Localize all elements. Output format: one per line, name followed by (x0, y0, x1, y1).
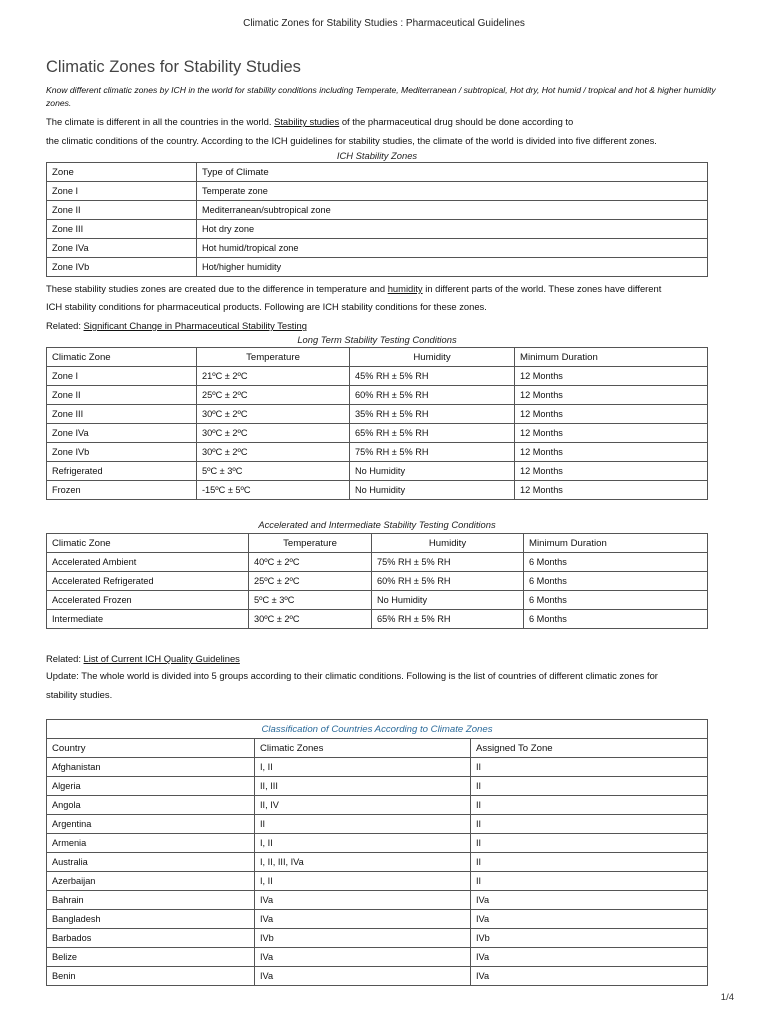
related-label: Related: (46, 653, 81, 664)
table-row (47, 834, 708, 853)
table-cell: 12 Months (515, 443, 708, 462)
table-cell: IVb (471, 929, 708, 948)
stability-studies-link[interactable]: Stability studies (274, 116, 340, 127)
table-cell: IVa (471, 910, 708, 929)
table-row (47, 891, 708, 910)
table-row (47, 610, 708, 629)
longterm-table (46, 347, 708, 500)
table-row (47, 258, 708, 277)
paragraph-2-after: in different parts of the world. These zones have different (425, 283, 662, 294)
table-cell: 40ºC ± 2ºC (249, 553, 372, 572)
table-cell: 60% RH ± 5% RH (350, 386, 515, 405)
page-number: 1/4 (720, 992, 734, 1003)
table-cell: 75% RH ± 5% RH (372, 553, 524, 572)
table-cell: No Humidity (350, 462, 515, 481)
related-1 (46, 319, 722, 332)
page-header: Climatic Zones for Stability Studies : Pharmaceutical Guidelines (243, 18, 525, 29)
intro-text: Know different climatic zones by ICH in the world for stability conditions including Temperate, Mediterranean / subtropical, Hot dry, Hot humid / tropical and hot & higher humidity zones. (46, 85, 716, 108)
table-header-row (47, 163, 708, 182)
table-cell: Zone IVa (47, 424, 197, 443)
table-cell: I, II (255, 758, 471, 777)
table-cell: 25ºC ± 2ºC (197, 386, 350, 405)
table-row (47, 777, 708, 796)
table-row (47, 201, 708, 220)
table-header-cell: Temperature (197, 348, 350, 367)
paragraph-2-line2: ICH stability conditions for pharmaceutical products. Following are ICH stability conditions for these zones. (46, 301, 487, 312)
table-cell: Angola (47, 796, 255, 815)
table-header-cell: Temperature (249, 534, 372, 553)
table-cell: Intermediate (47, 610, 249, 629)
accel-table (46, 533, 708, 629)
table-cell: Zone I (47, 367, 197, 386)
paragraph-2 (46, 282, 722, 295)
paragraph-1-after: of the pharmaceutical drug should be done according to (341, 116, 574, 127)
table-cell: 30ºC ± 2ºC (197, 405, 350, 424)
table-cell: Hot/higher humidity (197, 258, 708, 277)
table-header-cell: Climatic Zone (47, 534, 249, 553)
table-cell: Mediterranean/subtropical zone (197, 201, 708, 220)
table-cell: Afghanistan (47, 758, 255, 777)
table-cell: I, II (255, 872, 471, 891)
table-cell: 75% RH ± 5% RH (350, 443, 515, 462)
paragraph-2-before: These stability studies zones are created due to the difference in temperature and (46, 283, 386, 294)
table-cell: 6 Months (524, 553, 708, 572)
table-cell: Benin (47, 967, 255, 986)
table-header-cell: Assigned To Zone (471, 739, 708, 758)
table-cell: Zone IVa (47, 239, 197, 258)
table-header-cell: Humidity (350, 348, 515, 367)
table-cell: 12 Months (515, 462, 708, 481)
table-cell: Azerbaijan (47, 872, 255, 891)
table-cell: 60% RH ± 5% RH (372, 572, 524, 591)
table-row (47, 462, 708, 481)
table-header-row (47, 348, 708, 367)
table-row (47, 967, 708, 986)
table-cell: Hot dry zone (197, 220, 708, 239)
related-2 (46, 652, 722, 665)
table-cell: 65% RH ± 5% RH (372, 610, 524, 629)
table-row (47, 572, 708, 591)
table-cell: Accelerated Refrigerated (47, 572, 249, 591)
table-cell: Zone II (47, 386, 197, 405)
table-cell: Armenia (47, 834, 255, 853)
table-cell: Argentina (47, 815, 255, 834)
table-cell: Algeria (47, 777, 255, 796)
table-cell: IVa (471, 891, 708, 910)
zones-table (46, 162, 708, 277)
table-cell: 12 Months (515, 405, 708, 424)
table-cell: 30ºC ± 2ºC (249, 610, 372, 629)
table-cell: II (471, 853, 708, 872)
table-cell: Temperate zone (197, 182, 708, 201)
countries-table-caption: Classification of Countries According to Climate Zones (47, 720, 708, 739)
table-cell: Bangladesh (47, 910, 255, 929)
table-cell: Zone II (47, 201, 197, 220)
table-cell: IVa (471, 967, 708, 986)
table-cell: II (255, 815, 471, 834)
table-row (47, 910, 708, 929)
table-row (47, 591, 708, 610)
accel-table-caption: Accelerated and Intermediate Stability Testing Conditions (258, 519, 496, 530)
table-row (47, 405, 708, 424)
table-header-cell: Minimum Duration (524, 534, 708, 553)
table-cell: Bahrain (47, 891, 255, 910)
table-cell: Australia (47, 853, 255, 872)
table-cell: IVa (471, 948, 708, 967)
table-cell: IVa (255, 948, 471, 967)
table-cell: Zone III (47, 405, 197, 424)
table-row (47, 929, 708, 948)
table-cell: 65% RH ± 5% RH (350, 424, 515, 443)
table-header-cell: Climatic Zone (47, 348, 197, 367)
significant-change-link[interactable]: Significant Change in Pharmaceutical Stability Testing (83, 320, 307, 331)
table-cell: 6 Months (524, 610, 708, 629)
table-header-row (47, 534, 708, 553)
paragraph-1 (46, 115, 722, 128)
countries-table (46, 719, 708, 986)
table-cell: 5ºC ± 3ºC (197, 462, 350, 481)
table-cell: Zone I (47, 182, 197, 201)
table-row (47, 220, 708, 239)
table-cell: I, II, III, IVa (255, 853, 471, 872)
zones-table-caption: ICH Stability Zones (336, 150, 418, 161)
table-cell: II (471, 796, 708, 815)
table-header-row (47, 739, 708, 758)
humidity-link[interactable]: humidity (387, 283, 423, 294)
table-row (47, 872, 708, 891)
page-title: Climatic Zones for Stability Studies (46, 58, 301, 76)
table-cell: 5ºC ± 3ºC (249, 591, 372, 610)
table-cell: 35% RH ± 5% RH (350, 405, 515, 424)
table-cell: II, III (255, 777, 471, 796)
table-cell: 12 Months (515, 481, 708, 500)
table-cell: I, II (255, 834, 471, 853)
table-header-cell: Minimum Duration (515, 348, 708, 367)
longterm-table-caption: Long Term Stability Testing Conditions (297, 334, 457, 345)
table-cell: 30ºC ± 2ºC (197, 424, 350, 443)
table-cell: IVa (255, 891, 471, 910)
table-cell: 21ºC ± 2ºC (197, 367, 350, 386)
table-cell: Refrigerated (47, 462, 197, 481)
table-header-cell: Climatic Zones (255, 739, 471, 758)
table-cell: 12 Months (515, 386, 708, 405)
table-row (47, 815, 708, 834)
table-cell: No Humidity (350, 481, 515, 500)
table-row (47, 948, 708, 967)
table-cell: II (471, 872, 708, 891)
table-cell: II (471, 777, 708, 796)
table-row (47, 367, 708, 386)
table-row (47, 758, 708, 777)
table-header-cell: Humidity (372, 534, 524, 553)
table-cell: Accelerated Ambient (47, 553, 249, 572)
table-cell: II (471, 834, 708, 853)
table-row (47, 853, 708, 872)
ich-guidelines-link[interactable]: List of Current ICH Quality Guidelines (83, 653, 240, 664)
paragraph-1-before: The climate is different in all the countries in the world. (46, 116, 272, 127)
table-cell: IVb (255, 929, 471, 948)
table-caption-row (47, 720, 708, 739)
table-cell: Zone IVb (47, 258, 197, 277)
table-header-cell: Country (47, 739, 255, 758)
table-row (47, 443, 708, 462)
table-cell: Belize (47, 948, 255, 967)
table-cell: 30ºC ± 2ºC (197, 443, 350, 462)
table-cell: Barbados (47, 929, 255, 948)
table-header-cell: Type of Climate (197, 163, 708, 182)
table-row (47, 182, 708, 201)
table-row (47, 424, 708, 443)
table-row (47, 481, 708, 500)
related-label: Related: (46, 320, 81, 331)
table-header-cell: Zone (47, 163, 197, 182)
table-cell: Zone IVb (47, 443, 197, 462)
table-cell: 12 Months (515, 424, 708, 443)
table-cell: -15ºC ± 5ºC (197, 481, 350, 500)
table-row (47, 553, 708, 572)
table-cell: 12 Months (515, 367, 708, 386)
table-cell: 6 Months (524, 591, 708, 610)
table-cell: IVa (255, 967, 471, 986)
table-cell: Hot humid/tropical zone (197, 239, 708, 258)
table-cell: Frozen (47, 481, 197, 500)
table-row (47, 796, 708, 815)
table-cell: 6 Months (524, 572, 708, 591)
paragraph-1-line2: the climatic conditions of the country. According to the ICH guidelines for stability studies, the climate of the world is divided into five different zones. (46, 135, 657, 146)
table-cell: II, IV (255, 796, 471, 815)
table-cell: 25ºC ± 2ºC (249, 572, 372, 591)
table-row (47, 386, 708, 405)
table-cell: Zone III (47, 220, 197, 239)
table-cell: IVa (255, 910, 471, 929)
update-line-2: stability studies. (46, 689, 113, 700)
update-line-1: Update: The whole world is divided into 5 groups according to their climatic conditions. Following is the list of countries of different climatic zones for (46, 670, 658, 681)
table-cell: II (471, 758, 708, 777)
table-cell: II (471, 815, 708, 834)
table-cell: 45% RH ± 5% RH (350, 367, 515, 386)
table-cell: Accelerated Frozen (47, 591, 249, 610)
table-cell: No Humidity (372, 591, 524, 610)
table-row (47, 239, 708, 258)
